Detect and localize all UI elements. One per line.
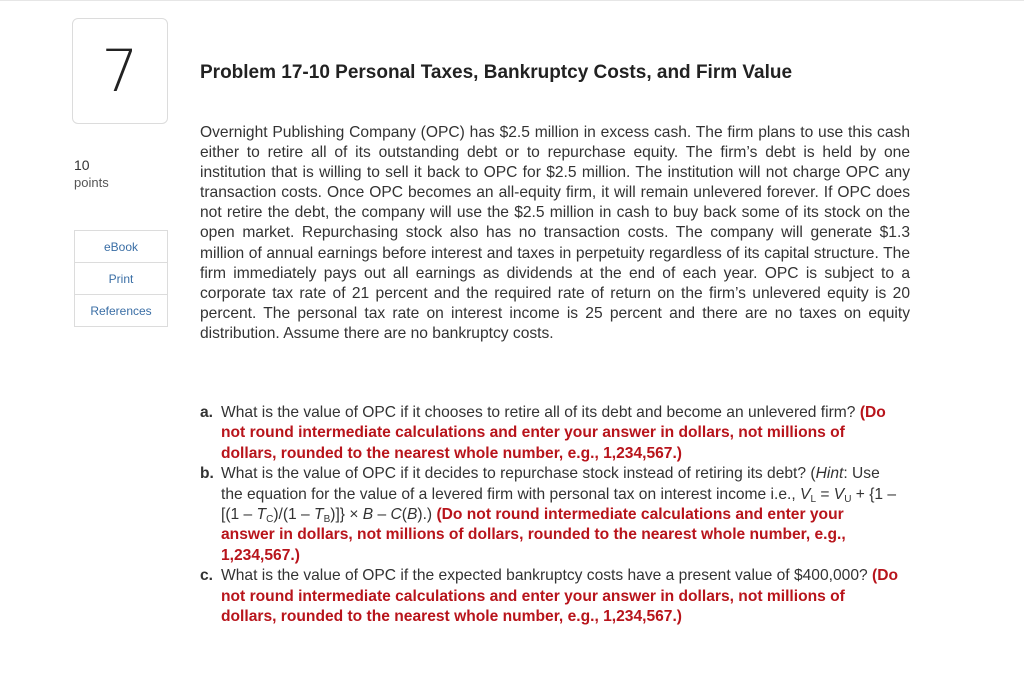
part-a-instruction: (Do not round intermediate calculations and enter your answer in dollars, not millions of dollars, rounded to the nearest whole number, e.g., 1,234,567.): [221, 404, 886, 462]
problem-title: Problem 17-10 Personal Taxes, Bankruptcy Costs, and Firm Value: [200, 62, 793, 83]
references-link[interactable]: References: [90, 303, 152, 318]
points-value: 10: [74, 157, 90, 173]
top-divider: [0, 0, 1024, 1]
part-a-label: a.: [200, 404, 214, 421]
part-c-text: What is the value of OPC if the expected bankruptcy costs have a present value of $400,000?: [221, 567, 868, 585]
part-b: [200, 464, 900, 566]
ebook-link[interactable]: eBook: [75, 231, 167, 263]
question-number: 7: [101, 37, 139, 105]
problem-body: Overnight Publishing Company (OPC) has $2.5 million in excess cash. The firm plans to use this cash either to retire all of its outstanding debt or to repurchase equity. The firm’s debt is held by one institution that is willing to sell it back to OPC for $2.5 million. The institution will not charge OPC any transaction costs. Once OPC becomes an all-equity firm, it will remain unlevered forever. If OPC does not retire the debt, the company will use the $2.5 million in cash to buy back some of its stock on the open market. Repurchasing stock also has no transaction costs. The company will generate $1.3 million of annual earnings before interest and taxes in perpetuity regardless of its capital structure. The firm immediately pays out all earnings as dividends at the end of each year. OPC is subject to a corporate tax rate of 21 percent and the required rate of return on the firm’s unlevered equity is 20 percent. The personal tax rate on interest income is 25 percent and there are no taxes on equity distribution. Assume there are no bankruptcy costs.: [200, 124, 910, 342]
part-c-label: c.: [200, 567, 214, 585]
part-b-text: What is the value of OPC if it decides to repurchase stock instead of retiring its debt?: [221, 465, 807, 483]
part-b-label: b.: [200, 465, 214, 483]
part-a-text: What is the value of OPC if it chooses to retire all of its debt and become an unlevered firm?: [221, 404, 856, 421]
print-link[interactable]: Print: [75, 263, 167, 295]
resources-panel: [74, 230, 168, 327]
points-label: points: [74, 175, 109, 190]
part-c-instruction: (Do not round intermediate calculations and enter your answer in dollars, not millions of dollars, rounded to the nearest whole number, e.g., 1,234,567.): [221, 567, 898, 626]
points-block: [74, 156, 109, 192]
part-b-instruction: (Do not round intermediate calculations and enter your answer in dollars, not millions of dollars, rounded to the nearest whole number, e.g., 1,234,567.): [221, 506, 846, 564]
part-c: [200, 566, 900, 627]
question-parts: [200, 403, 900, 627]
part-b-hint: (Hint: Use the equation for the value of a levered firm with personal tax on interest income i.e., $V_L = V_U + \{1 - [(1 - T_C)/(1 - T_B)]\} \times B - C(B)$.): [221, 465, 897, 526]
part-a: [200, 403, 900, 464]
question-number-box: [72, 18, 168, 124]
